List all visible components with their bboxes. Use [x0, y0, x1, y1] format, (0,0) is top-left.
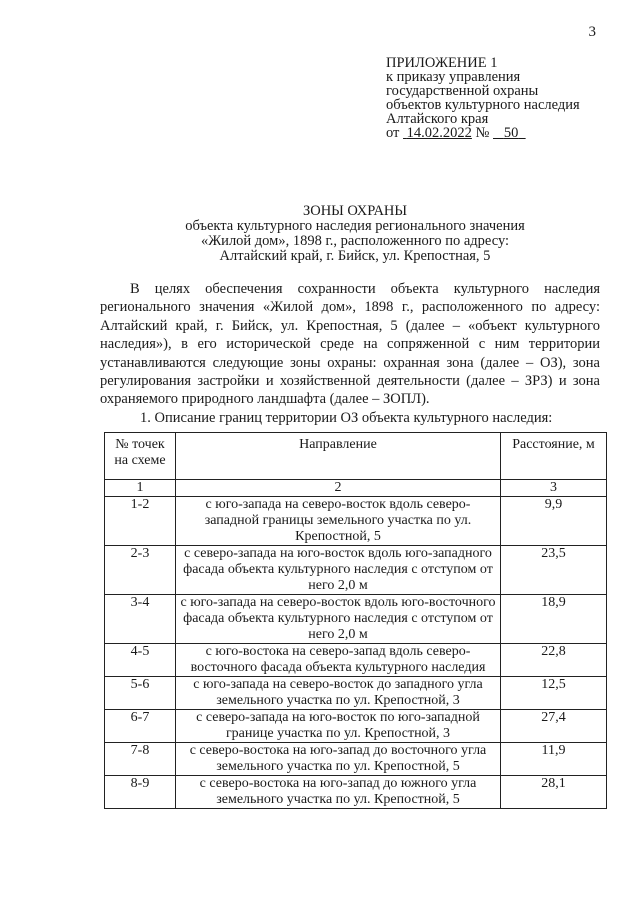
intro-paragraph: В целях обеспечения сохранности объекта культурного наследия регионального значения «Жилой дом», 1898 г., расположенного по адресу: Алтайский край, г. Бийск, ул. Крепостная, 5 (далее – «объект культурного наследия»), в его исторической среде на сопряженной с ним территории устанавливаются следующие зоны охраны: охранная зона (далее – ОЗ), зона регулирования застройки и хозяйственной деятельности (далее – ЗРЗ) и зона охраняемого природного ландшафта (далее – ЗОПЛ). — [100, 281, 600, 408]
appendix-line: к приказу управления — [386, 69, 521, 85]
boundary-table — [104, 432, 607, 809]
index-cell: 3 — [501, 480, 607, 497]
direction-cell: с северо-запада на юго-восток по юго-западной границе участка по ул. Крепостной, 3 — [176, 710, 501, 743]
table-row — [105, 644, 607, 677]
direction-cell: с юго-запада на северо-восток вдоль юго-восточного фасада объекта культурного наследия с отступом от него 2,0 м — [176, 595, 501, 644]
direction-cell: с северо-востока на юго-запад до южного угла земельного участка по ул. Крепостной, 5 — [176, 776, 501, 809]
order-date: 14.02.2022 — [406, 125, 472, 141]
document-title — [120, 204, 590, 264]
points-cell: 5-6 — [105, 677, 176, 710]
distance-cell: 18,9 — [501, 595, 607, 644]
appendix-date-line — [386, 126, 580, 140]
points-cell: 6-7 — [105, 710, 176, 743]
points-cell: 1-2 — [105, 497, 176, 546]
section-item-1: 1. Описание границ территории ОЗ объекта культурного наследия: — [140, 409, 553, 426]
table-row — [105, 776, 607, 809]
points-cell: 7-8 — [105, 743, 176, 776]
distance-cell: 11,9 — [501, 743, 607, 776]
index-cell: 1 — [105, 480, 176, 497]
direction-cell: с северо-запада на юго-восток вдоль юго-западного фасада объекта культурного наследия с отступом от него 2,0 м — [176, 546, 501, 595]
points-cell: 3-4 — [105, 595, 176, 644]
date-prefix: от — [386, 125, 400, 141]
direction-cell: с юго-востока на северо-запад вдоль северо-восточного фасада объекта культурного наследия — [176, 644, 501, 677]
distance-cell: 9,9 — [501, 497, 607, 546]
direction-cell: с юго-запада на северо-восток до западного угла земельного участка по ул. Крепостной, 3 — [176, 677, 501, 710]
distance-cell: 22,8 — [501, 644, 607, 677]
table-row — [105, 546, 607, 595]
table-row — [105, 497, 607, 546]
title-line: «Жилой дом», 1898 г., расположенного по адресу: — [200, 233, 510, 249]
points-cell: 8-9 — [105, 776, 176, 809]
appendix-line: Алтайского края — [386, 111, 489, 127]
appendix-line: объектов культурного наследия — [386, 97, 580, 113]
direction-cell: с северо-востока на юго-запад до восточного угла земельного участка по ул. Крепостной, 5 — [176, 743, 501, 776]
title-line: Алтайский край, г. Бийск, ул. Крепостная, 5 — [219, 248, 491, 264]
points-cell: 4-5 — [105, 644, 176, 677]
number-sign: № — [475, 125, 490, 141]
table-index-row — [105, 480, 607, 497]
table-row — [105, 677, 607, 710]
header-direction: Направление — [176, 433, 501, 480]
appendix-line: государственной охраны — [386, 83, 539, 99]
document-body — [100, 280, 600, 427]
table-row — [105, 595, 607, 644]
distance-cell: 27,4 — [501, 710, 607, 743]
appendix-title: ПРИЛОЖЕНИЕ 1 — [386, 55, 498, 71]
title-line: объекта культурного наследия регионального значения — [185, 218, 525, 234]
table-header-row — [105, 433, 607, 480]
order-number: 50 — [503, 125, 519, 141]
table-row — [105, 743, 607, 776]
distance-cell: 23,5 — [501, 546, 607, 595]
direction-cell: с юго-запада на северо-восток вдоль северо-западной границы земельного участка по ул. Крепостной, 5 — [176, 497, 501, 546]
distance-cell: 28,1 — [501, 776, 607, 809]
appendix-header — [386, 56, 580, 140]
index-cell: 2 — [176, 480, 501, 497]
title-heading: ЗОНЫ ОХРАНЫ — [302, 203, 408, 219]
distance-cell: 12,5 — [501, 677, 607, 710]
header-points: № точек на схеме — [105, 433, 176, 480]
table-row — [105, 710, 607, 743]
page-number: 3 — [588, 24, 596, 40]
points-cell: 2-3 — [105, 546, 176, 595]
header-distance: Расстояние, м — [501, 433, 607, 480]
